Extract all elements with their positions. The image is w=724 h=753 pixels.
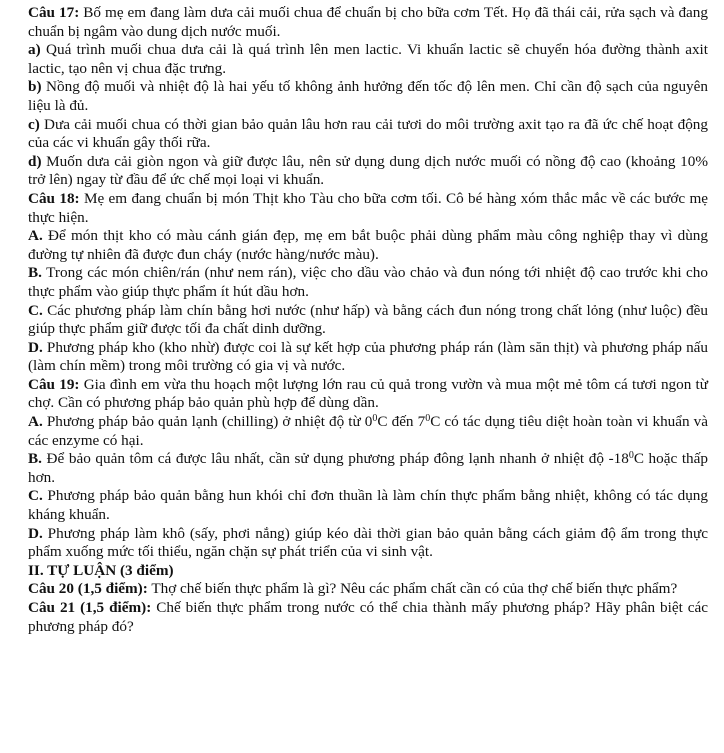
question-text: Gia đình em vừa thu hoạch một lượng lớn rau củ quả trong vườn và mua một mẻ tôm cá tươi ngon từ chợ. Cần có phương pháp bảo quản phù hợp để dùng dần. — [28, 375, 708, 412]
question-label: Câu 20 (1,5 điểm): — [28, 580, 148, 598]
degree-superscript: 0 — [372, 413, 378, 425]
question-text: Bố mẹ em đang làm dưa cải muối chua để chuẩn bị cho bữa cơm Tết. Họ đã thái cải, rửa sạch và đang chuẩn bị ngâm vào dung dịch nước muối. — [28, 4, 708, 40]
question-19-option-a — [28, 413, 708, 450]
question-19-option-c — [28, 487, 708, 524]
question-21 — [28, 599, 708, 636]
option-text: Phương pháp bảo quản lạnh (chilling) ở nhiệt độ từ 0 — [42, 413, 373, 431]
option-key: D. — [28, 338, 43, 356]
option-text: Để món thịt kho có màu cánh gián đẹp, mẹ em bắt buộc phải dùng phẩm màu công nghiệp thay vì dùng đường tự nhiên đã được đun cháy (nước hàng/nước màu). — [28, 227, 708, 263]
question-label: Câu 21 (1,5 điểm): — [28, 599, 152, 616]
option-text: Dưa cải muối chua có thời gian bảo quản lâu hơn rau cải tươi do môi trường axit tạo ra đã ức chế hoạt động của các vi khuẩn gây thối rữa. — [28, 115, 708, 152]
option-text: C có tác dụng tiêu diệt hoàn toàn vi khuẩn và các enzyme có hại. — [28, 413, 709, 449]
option-key: a) — [28, 41, 41, 59]
question-19-option-d — [28, 525, 708, 562]
section-title: II. TỰ LUẬN (3 điểm) — [28, 561, 174, 579]
option-text: Muốn dưa cải giòn ngon và giữ được lâu, nên sử dụng dung dịch nước muối có nồng độ cao (khoảng 10% trở lên) ngay từ đầu để ức chế mọi loại vi khuẩn. — [28, 152, 708, 189]
option-text: Để bảo quản tôm cá được lâu nhất, cần sử dụng phương pháp đông lạnh nhanh ở nhiệt độ -18 — [41, 450, 629, 468]
degree-superscript: 0 — [425, 413, 431, 425]
option-key: A. — [28, 413, 43, 431]
option-text: Phương pháp kho (kho nhừ) được coi là sự kết hợp của phương pháp rán (làm săn thịt) và phương pháp nấu (làm chín mềm) trong môi trường có gia vị và nước. — [28, 338, 708, 375]
question-17-option-a — [28, 41, 708, 78]
option-key: A. — [28, 227, 43, 245]
question-19-stem — [28, 376, 708, 413]
question-label: Câu 17: — [28, 4, 80, 21]
option-text: Trong các món chiên/rán (như nem rán), việc cho dầu vào chảo và đun nóng tới nhiệt độ cao trước khi cho thực phẩm vào giúp thực phẩm ít hút dầu hơn. — [28, 264, 708, 300]
option-text: C hoặc thấp hơn. — [28, 450, 708, 486]
question-18-option-a — [28, 227, 708, 264]
option-key: C. — [28, 487, 43, 505]
question-17-stem — [28, 4, 708, 41]
question-text: Chế biến thực phẩm trong nước có thể chia thành mấy phương pháp? Hãy phân biệt các phương pháp đó? — [28, 599, 708, 635]
option-text: Phương pháp bảo quản bằng hun khói chỉ đơn thuần là làm chín thực phẩm bằng nhiệt, không có tác dụng kháng khuẩn. — [28, 487, 708, 524]
question-20 — [28, 580, 708, 599]
option-key: B. — [28, 264, 42, 282]
question-label: Câu 18: — [28, 189, 80, 207]
degree-superscript: 0 — [628, 450, 634, 462]
question-text: Mẹ em đang chuẩn bị món Thịt kho Tàu cho bữa cơm tối. Cô bé hàng xóm thắc mắc về các bước mẹ thực hiện. — [28, 189, 708, 226]
question-17-option-c — [28, 116, 708, 153]
question-18-option-c — [28, 302, 708, 339]
option-text: Các phương pháp làm chín bằng hơi nước (như hấp) và bằng cách đun nóng trong chất lỏng (như luộc) đều giúp thực phẩm giữ được tối đa chất dinh dưỡng. — [28, 301, 708, 338]
question-18-option-b — [28, 264, 708, 301]
section-heading — [28, 562, 708, 581]
question-17-option-b — [28, 78, 708, 115]
option-key: B. — [28, 450, 42, 468]
option-key: c) — [28, 115, 40, 133]
option-text: C đến 7 — [377, 413, 426, 431]
question-17-option-d — [28, 153, 708, 190]
option-text: Quá trình muối chua dưa cải là quá trình lên men lactic. Vi khuẩn lactic sẽ chuyển hóa đường thành axit lactic, tạo nên vị chua đặc trưng. — [28, 41, 708, 77]
question-text: Thợ chế biến thực phẩm là gì? Nêu các phẩm chất cần có của thợ chế biến thực phẩm? — [147, 580, 678, 598]
option-key: d) — [28, 152, 42, 170]
option-text: Nồng độ muối và nhiệt độ là hai yếu tố không ảnh hưởng đến tốc độ lên men. Chỉ cần độ sạch của nguyên liệu là đủ. — [28, 78, 708, 114]
question-label: Câu 19: — [28, 375, 80, 393]
option-text: Phương pháp làm khô (sấy, phơi nắng) giúp kéo dài thời gian bảo quản bằng cách giảm độ ẩm trong thực phẩm xuống mức tối thiểu, ngăn chặn sự phát triển của vi sinh vật. — [28, 524, 708, 561]
option-key: C. — [28, 301, 43, 319]
option-key: D. — [28, 524, 43, 542]
question-18-option-d — [28, 339, 708, 376]
question-19-option-b — [28, 450, 708, 487]
option-key: b) — [28, 78, 42, 96]
question-18-stem — [28, 190, 708, 227]
